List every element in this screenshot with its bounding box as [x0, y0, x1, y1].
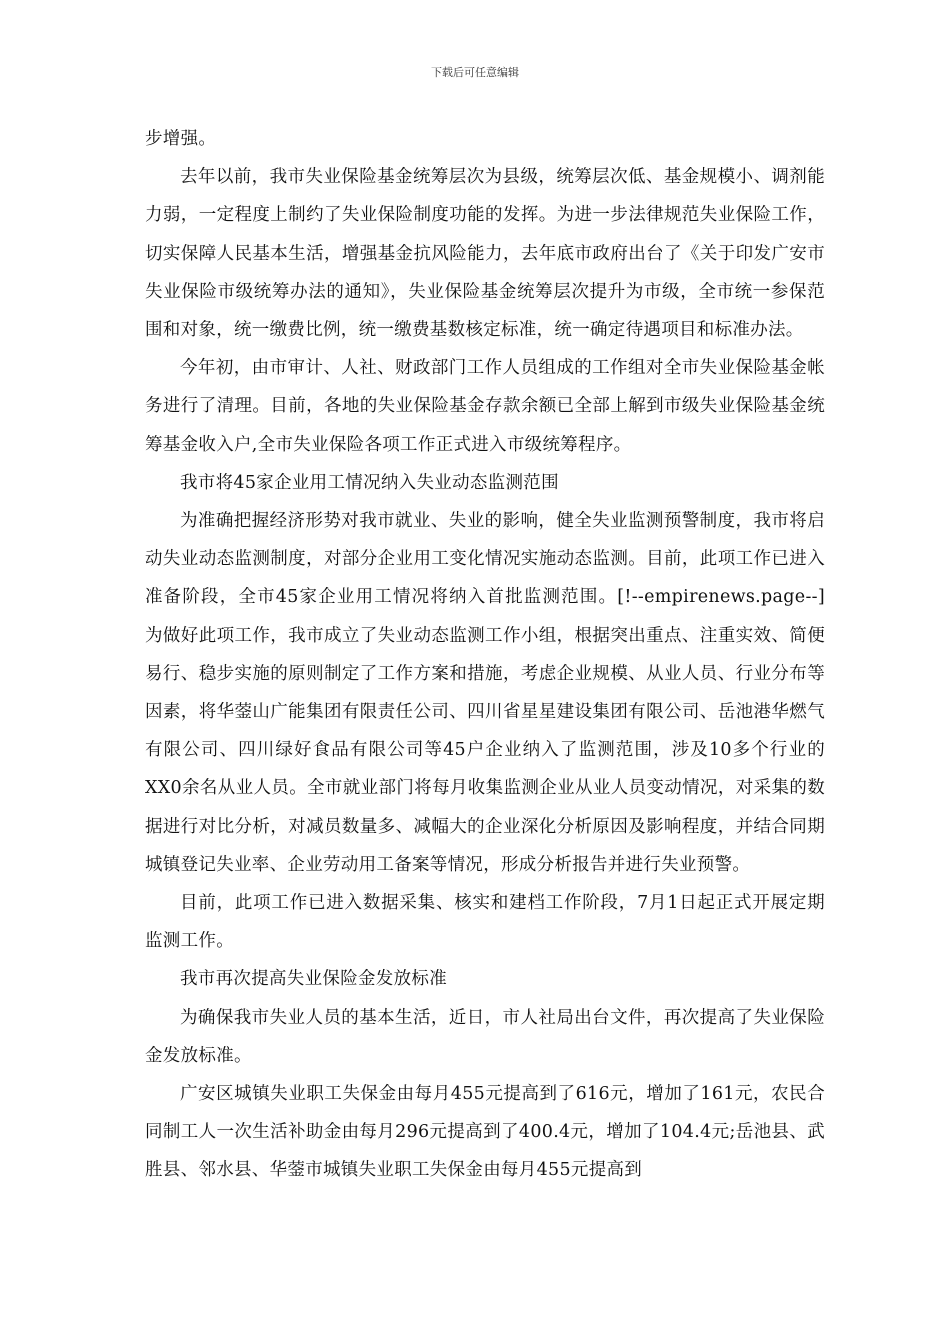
- paragraph-3: 今年初，由市审计、人社、财政部门工作人员组成的工作组对全市失业保险基金帐务进行了清理。目前，各地的失业保险基金存款余额已全部上解到市级失业保险基金统筹基金收入户,全市失业保险各项工作正式进入市级统筹程序。: [145, 358, 825, 455]
- paragraph-4: 为准确把握经济形势对我市就业、失业的影响，健全失业监测预警制度，我市将启动失业动态监测制度，对部分企业用工变化情况实施动态监测。目前，此项工作已进入准备阶段，全市45家企业用工情况将纳入首批监测范围。[!--empirenews.page--] 为做好此项工作，我市成立了失业动态监测工作小组，根据突出重点、注重实效、简便易行、稳步实施的原则制定了工作方案和措施，考虑企业规模、从业人员、行业分布等因素，将华蓥山广能集团有限责任公司、四川省星星建设集团有限公司、岳池港华燃气有限公司、四川绿好食品有限公司等45户企业纳入了监测范围，涉及10多个行业的XX0余名从业人员。全市就业部门将每月收集监测企业从业人员变动情况，对采集的数据进行对比分析，对减员数量多、减幅大的企业深化分析原因及影响程度，并结合同期城镇登记失业率、企业劳动用工备案等情况，形成分析报告并进行失业预警。: [145, 511, 861, 875]
- paragraph-5: 目前，此项工作已进入数据采集、核实和建档工作阶段，7月1日起正式开展定期监测工作。: [145, 893, 825, 952]
- paragraph-6: 为确保我市失业人员的基本生活，近日，市人社局出台文件，再次提高了失业保险金发放标准。: [145, 1007, 825, 1066]
- section-heading-monitoring: 我市将45家企业用工情况纳入失业动态监测范围: [180, 472, 559, 493]
- page-header: 下载后可任意编辑: [431, 66, 519, 79]
- paragraph-2: 去年以前，我市失业保险基金统筹层次为县级，统筹层次低、基金规模小、调剂能力弱，一定程度上制约了失业保险制度功能的发挥。为进一步法律规范失业保险工作，切实保障人民基本生活，增强基金抗风险能力，去年底市政府出台了《关于印发广安市失业保险市级统筹办法的通知》，失业保险基金统筹层次提升为市级，全市统一参保范围和对象，统一缴费比例，统一缴费基数核定标准，统一确定待遇项目和标准办法。: [145, 167, 825, 341]
- document-body: [145, 120, 861, 1190]
- section-heading-benefits: 我市再次提高失业保险金发放标准: [180, 969, 447, 990]
- paragraph-1: 步增强。: [145, 129, 217, 149]
- paragraph-7: 广安区城镇失业职工失保金由每月455元提高到了616元，增加了161元，农民合同制工人一次生活补助金由每月296元提高到了400.4元，增加了104.4元;岳池县、武胜县、邻水县、华蓥市城镇失业职工失保金由每月455元提高到: [145, 1084, 825, 1181]
